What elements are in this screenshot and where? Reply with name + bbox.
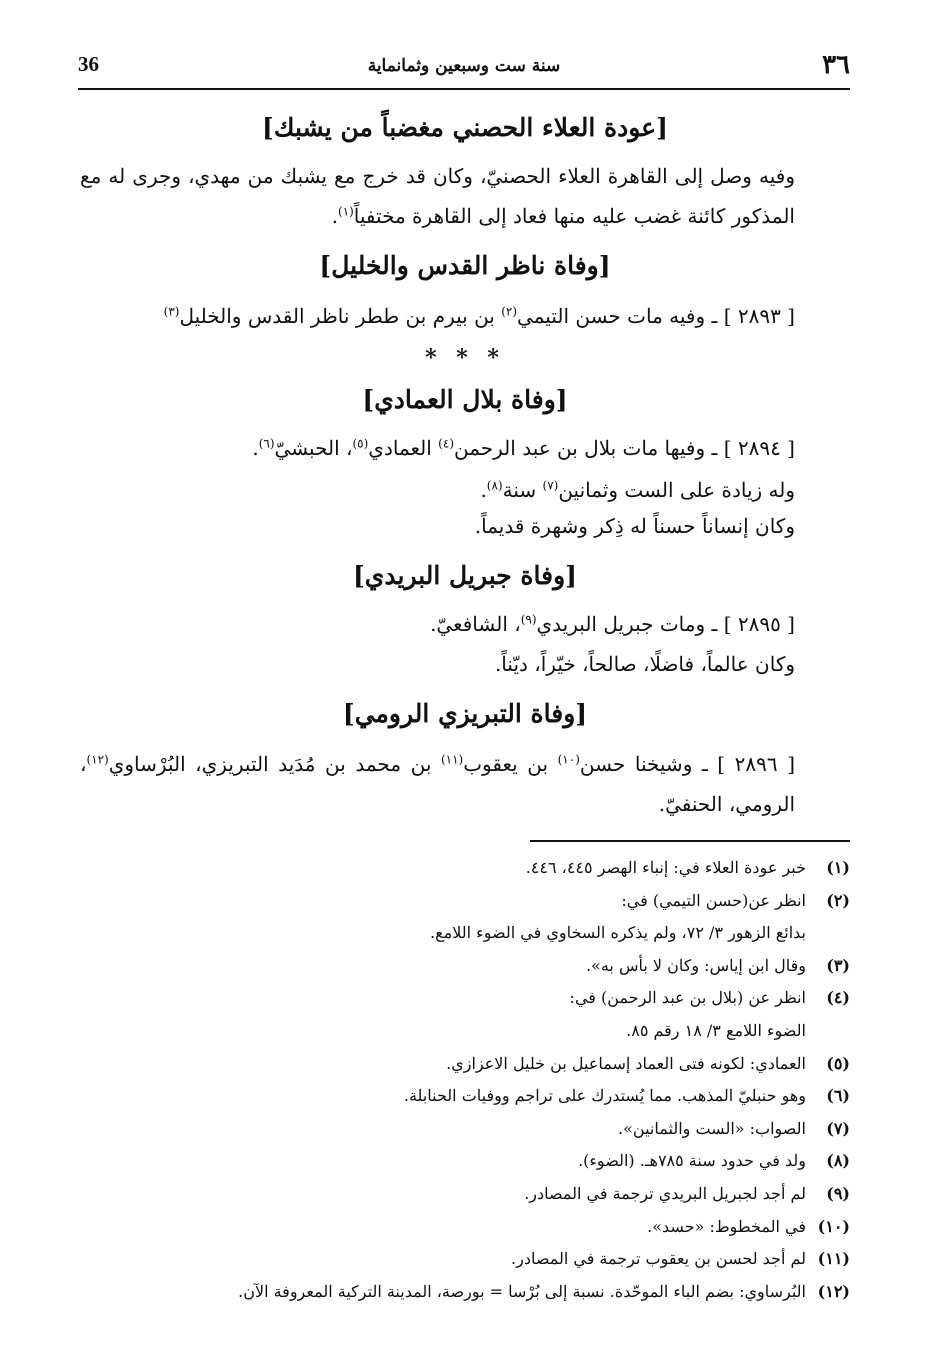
footnote — [150, 1178, 850, 1211]
footnote — [150, 1080, 850, 1113]
footnote-number: (١٠) — [817, 1216, 850, 1236]
footnotes — [150, 852, 850, 1308]
entry-text: [ ٢٨٩٣ ] ـ وفيه مات حسن التيمي — [517, 304, 795, 328]
footnote-ref: (٨) — [486, 478, 503, 493]
footnote-text: لم أجد لجبريل البريدي ترجمة في المصادر. — [524, 1183, 806, 1203]
footnote-number: (٩) — [826, 1183, 850, 1203]
footnote — [150, 1276, 850, 1309]
section-heading: [وفاة ناظر القدس والخليل] — [319, 251, 611, 280]
page-number-latin: 36 — [78, 52, 99, 76]
footnote — [150, 1145, 850, 1178]
entry-text: ، الحبشيّ — [274, 436, 353, 460]
entry-text: بن محمد بن مُدَيد التبريزي، البُرْساوي — [108, 752, 441, 776]
footnote-number: (٦) — [826, 1086, 850, 1106]
footnote-rule — [530, 840, 850, 842]
footnote-ref: (١٢) — [86, 752, 109, 767]
entry-text: [ ٢٨٩٦ ] ـ وشيخنا حسن — [579, 752, 795, 776]
footnote-ref: (١٠) — [557, 752, 580, 767]
section-heading: [عودة العلاء الحصني مغضباً من يشبك] — [262, 113, 668, 142]
paragraph-tail: . — [331, 204, 338, 228]
footnote-text: ولد في حدود سنة ٧٨٥هـ. (الضوء). — [578, 1151, 806, 1171]
footnote-number: (٤) — [826, 988, 850, 1008]
header-rule — [78, 88, 850, 90]
paragraph-text: وفيه وصل إلى القاهرة العلاء الحصنيّ، وكان قد خرج مع يشبك من مهدي، وجرى له مع المذكور كائنة غضب عليه منها فعاد إلى القاهرة مختفياً — [80, 164, 795, 228]
footnote-ref: (٥) — [352, 436, 369, 451]
footnote — [150, 950, 850, 983]
footnote-text: انظر عن(حسن التيمي) في: — [621, 890, 806, 910]
entry-2896 — [80, 744, 850, 824]
footnote-number: (٨) — [826, 1151, 850, 1171]
footnote-number: (٣) — [826, 955, 850, 975]
footnote-number: (١١) — [817, 1249, 850, 1269]
footnote — [150, 852, 850, 885]
footnote-number: (١٢) — [817, 1281, 850, 1301]
footnote — [150, 1243, 850, 1276]
footnote-text: انظر عن (بلال بن عبد الرحمن) في: — [569, 988, 806, 1008]
paragraph-text: . — [480, 478, 487, 502]
paragraph: وكان عالماً، فاضلًا، صالحاً، خيّراً، ديّناً. — [494, 652, 795, 676]
footnote-text: العمادي: لكونه فتى العماد إسماعيل بن خليل الاعزازي. — [446, 1053, 806, 1073]
paragraph-text: سنة — [502, 478, 543, 502]
entry-2895 — [80, 604, 850, 644]
footnote-ref: (١١) — [440, 752, 464, 767]
footnote — [150, 1211, 850, 1244]
section-separator: * * * — [425, 345, 505, 371]
paragraph-text: وله زيادة على الست وثمانين — [558, 478, 795, 502]
paragraph — [80, 156, 850, 236]
footnote — [150, 1015, 850, 1048]
footnote-text: البُرساوي: بضم الباء الموحّدة. نسبة إلى بُرْسا = بورصة، المدينة التركية المعروفة الآن. — [238, 1281, 806, 1301]
footnote-ref: (١) — [337, 204, 354, 219]
footnote-ref: (٢) — [501, 304, 518, 319]
footnote — [150, 885, 850, 918]
entry-text: . — [252, 436, 259, 460]
footnote — [150, 1048, 850, 1081]
footnote-ref: (٤) — [438, 436, 454, 451]
section-heading: [وفاة التبريزي الرومي] — [342, 699, 588, 728]
footnote — [150, 982, 850, 1015]
paragraph — [80, 470, 850, 510]
footnote-text: وهو حنبليّ المذهب. مما يُستدرك على تراجم ووفيات الحنابلة. — [403, 1086, 806, 1106]
entry-text: ، الشافعيّ. — [430, 612, 521, 636]
entry-2893 — [80, 296, 850, 336]
footnote-number: (٥) — [826, 1053, 850, 1073]
entry-text: [ ٢٨٩٤ ] ـ وفيها مات بلال بن عبد الرحمن — [454, 436, 795, 460]
footnote-number: (١) — [826, 858, 850, 877]
entry-text: العمادي — [368, 436, 439, 460]
page-number-arabic: ٣٦ — [822, 50, 850, 80]
running-title: سنة ست وسبعين وثمانماية — [367, 56, 561, 76]
footnote-ref: (٩) — [520, 612, 537, 627]
entry-text: بن يعقوب — [463, 752, 558, 776]
entry-text: بن بيرم بن ططر ناظر القدس والخليل — [179, 304, 502, 328]
footnote-text: بدائع الزهور ٣/ ٧٢، ولم يذكره السخاوي في الضوء اللامع. — [430, 923, 806, 943]
footnote-number: (٧) — [826, 1118, 850, 1138]
entry-text: [ ٢٨٩٥ ] ـ ومات جبريل البريدي — [536, 612, 795, 636]
footnote — [150, 917, 850, 950]
entry-2894 — [80, 428, 850, 468]
footnote-ref: (٧) — [542, 478, 559, 493]
footnote-text: الصواب: «الست والثمانين». — [618, 1118, 806, 1138]
footnote-text: خبر عودة العلاء في: إنباء الهصر ٤٤٥، ٤٤٦. — [525, 858, 806, 877]
footnote-text: وقال ابن إياس: وكان لا بأس به». — [585, 955, 806, 975]
section-heading: [وفاة جبريل البريدي] — [352, 561, 578, 590]
footnote-ref: (٦) — [258, 436, 275, 451]
footnote-text: في المخطوط: «حسد». — [647, 1216, 806, 1236]
footnote-ref: (٣) — [163, 304, 180, 319]
paragraph: وكان إنساناً حسناً له ذِكر وشهرة قديماً. — [474, 514, 795, 538]
entry-text: ، الرومي، الحنفيّ. — [80, 752, 795, 816]
footnote-text: لم أجد لحسن بن يعقوب ترجمة في المصادر. — [511, 1249, 806, 1269]
footnote-text: الضوء اللامع ٣/ ١٨ رقم ٨٥. — [626, 1020, 806, 1040]
footnote-number: (٢) — [826, 890, 850, 910]
section-heading: [وفاة بلال العمادي] — [362, 385, 568, 414]
page-header — [78, 50, 850, 90]
footnote — [150, 1113, 850, 1146]
